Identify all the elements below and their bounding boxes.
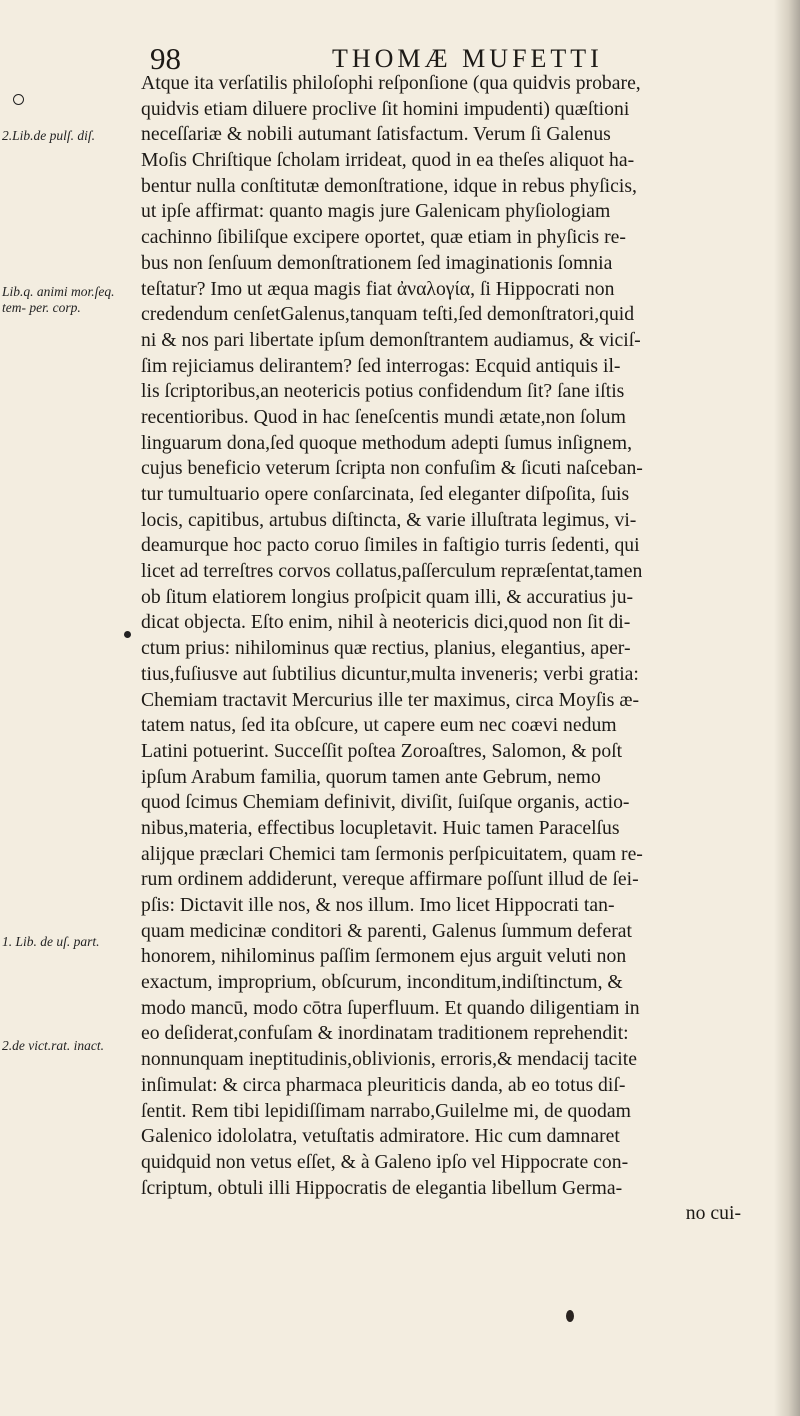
text-line: ctum prius: nihilominus quæ rectius, planius, elegantius, aper- [141,637,631,660]
text-line: Atque ita verſatilis philoſophi reſponſione (qua quidvis probare, [141,72,641,94]
text-line: bentur nulla conſtitutæ demonſtratione, idque in rebus phyſicis, [141,174,637,197]
text-line: ſim rejiciamus delirantem? ſed interrogas: Ecquid antiquis il- [141,354,621,377]
ink-smudge [566,1310,574,1322]
text-line: ſcriptum, obtuli illi Hippocratis de elegantia libellum Germa- [141,1176,623,1199]
text-line: quod ſcimus Chemiam definivit, diviſit, ſuiſque organis, actio- [141,791,630,814]
text-line: exactum, improprium, obſcurum, inconditum,indiſtinctum, & [141,971,623,994]
page-number: 98 [150,41,181,76]
text-line: locis, capitibus, artubus diſtincta, & varie illuſtrata legimus, vi- [141,508,637,531]
page-edge-shadow [774,0,800,1416]
body-text [141,71,767,1227]
margin-hole-mark [13,94,24,105]
text-line: licet ad terreſtres corvos collatus,paſſerculum repræſentat,tamen [141,560,643,583]
text-line: inſimulat: & circa pharmaca pleuriticis danda, ab eo totus diſ- [141,1073,626,1096]
text-line: nibus,materia, effectibus locupletavit. Huic tamen Paracelſus [141,816,620,839]
text-line: rum ordinem addiderunt, vereque affirmare poſſunt illud de ſei- [141,868,639,891]
text-line: ſentit. Rem tibi lepidiſſimam narrabo,Guilelme mi, de quodam [141,1099,631,1122]
margin-note: Lib.q. animi mor.ſeq. tem- per. corp. [2,284,115,315]
text-line: quam medicinæ conditori & parenti, Galenus ſummum deferat [141,919,632,942]
text-line: nonnunquam ineptitudinis,oblivionis, erroris,& mendacij tacite [141,1048,637,1071]
text-line: dicat objecta. Eſto enim, nihil à neotericis dici,quod non ſit di- [141,611,631,634]
margin-note: 2.de vict.rat. inact. [2,1038,104,1053]
text-line: quidvis etiam diluere proclive ſit homini impudenti) quæſtioni [141,97,630,120]
text-line: honorem, nihilominus paſſim ſermonem ejus arguit veluti non [141,945,627,968]
text-line: tur tumultuario opere conſarcinata, ſed eleganter diſpoſita, ſuis [141,483,630,505]
text-line: Moſis Chriſtique ſcholam irrideat, quod in ea theſes aliquot ha- [141,149,635,172]
ink-dot [124,631,131,638]
margin-note: 1. Lib. de uſ. part. [2,934,100,949]
text-line: modo mancū, modo cōtra ſuperfluum. Et quando diligentiam in [141,996,640,1019]
margin-note: 2.Lib.de pulſ. diſ. [2,128,96,143]
text-line: ni & nos pari libertate ipſum demonſtrantem audiamus, & viciſ- [141,328,641,351]
text-line: recentioribus. Quod in hac ſeneſcentis mundi ætate,non ſolum [141,405,626,428]
running-head: THOMÆ MUFETTI [332,44,603,73]
text-line: cachinno ſibiliſque excipere oportet, quæ etiam in phyſicis re- [141,226,626,249]
text-line: credendum cenſetGalenus,tanquam teſti,ſed demonſtratori,quid [141,303,635,326]
text-line: alijque præclari Chemici tam ſermonis perſpicuitatem, quam re- [141,842,643,865]
text-line: pſis: Dictavit ille nos, & nos illum. Imo licet Hippocrati tan- [141,894,615,916]
text-line: neceſſariæ & nobili autumant ſatisfactum. Verum ſi Galenus [141,123,611,146]
text-line: bus non ſenſuum demonſtrationem ſed imaginationis ſomnia [141,251,613,274]
text-line: ut ipſe affirmat: quanto magis jure Galenicam phyſiologiam [141,200,611,223]
text-line: Latini potuerint. Succeſſit poſtea Zoroaſtres, Salomon, & poſt [141,739,623,762]
text-line: cujus beneficio veterum ſcripta non confuſim & ſicuti naſceban- [141,457,643,480]
text-line: lis ſcriptoribus,an neotericis potius confidendum ſit? ſane iſtis [141,380,625,403]
text-line: ipſum Arabum familia, quorum tamen ante Gebrum, nemo [141,765,601,788]
text-line: tatem natus, ſed ita obſcure, ut capere eum nec coævi nedum [141,714,617,737]
text-line: Galenico idololatra, vetuſtatis admiratore. Hic cum damnaret [141,1125,620,1148]
text-line: tius,fuſiusve aut ſubtilius dicuntur,multa inveneris; verbi gratia: [141,662,639,685]
text-line: quidquid non vetus eſſet, & à Galeno ipſo vel Hippocrate con- [141,1150,629,1173]
text-line: Chemiam tractavit Mercurius ille ter maximus, circa Moyſis æ- [141,688,640,711]
text-line: teſtatur? Imo ut æqua magis fiat ἀναλογία, ſi Hippocrati non [141,277,615,300]
text-line: eo deſiderat,confuſam & inordinatam traditionem reprehendit: [141,1022,629,1045]
text-line: no cui- [685,1202,741,1225]
text-line: deamurque hoc pacto coruo ſimiles in faſtigio turris ſedenti, qui [141,534,640,557]
text-line: ob ſitum elatiorem longius proſpicit quam illi, & accuratius ju- [141,585,634,608]
text-line: linguarum dona,ſed quoque methodum adepti ſumus inſignem, [141,431,633,454]
